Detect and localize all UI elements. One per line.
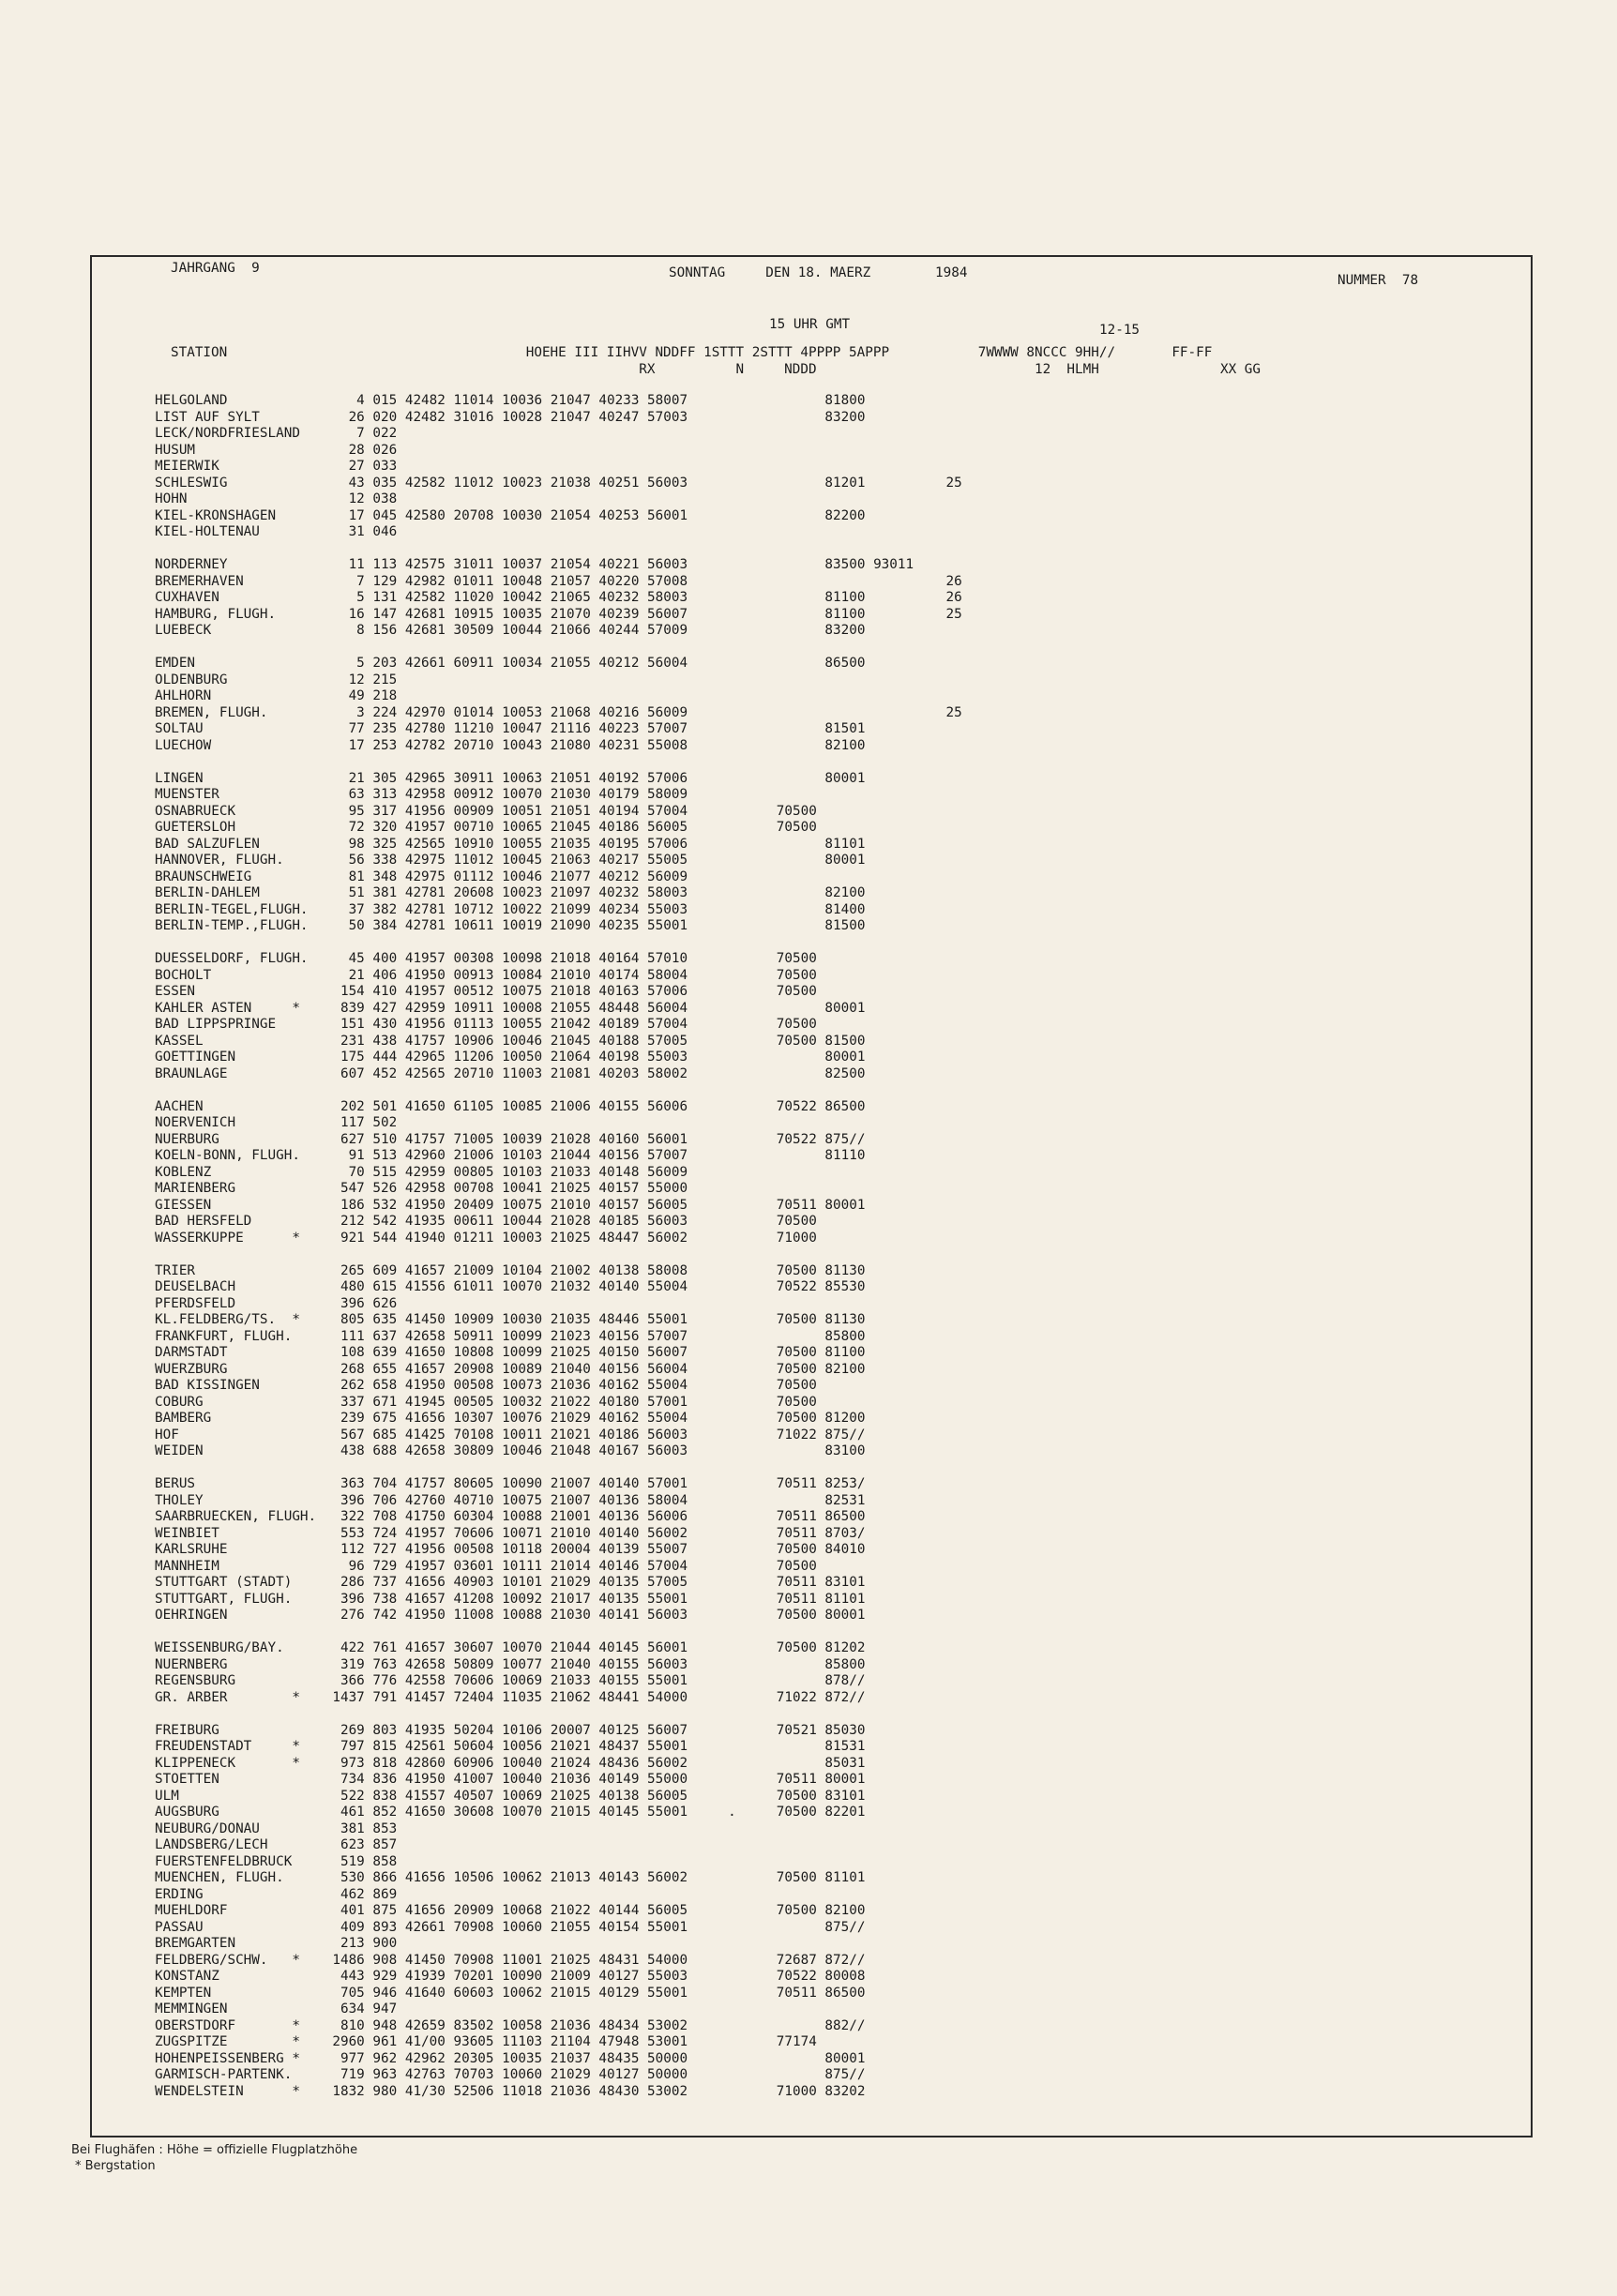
station-row: HOF 567 685 41425 70108 10011 21021 40186 56003 71022 875// <box>155 1427 866 1443</box>
station-row: BAD HERSFELD 212 542 41935 00611 10044 21028 40185 56003 70500 <box>155 1214 817 1229</box>
station-row: NORDERNEY 11 113 42575 31011 10037 21054 40221 56003 83500 93011 <box>155 557 914 572</box>
station-group <box>155 557 962 640</box>
jahrgang-label: JAHRGANG 9 <box>171 261 260 276</box>
station-row: OSNABRUECK 95 317 41956 00909 10051 21051 40194 57004 70500 <box>155 803 817 819</box>
station-row: OLDENBURG 12 215 <box>155 672 398 687</box>
station-row: KASSEL 231 438 41757 10906 10046 21045 40188 57005 70500 81500 <box>155 1033 866 1049</box>
station-group <box>155 393 962 541</box>
station-row: KEMPTEN 705 946 41640 60603 10062 21015 40129 55001 70511 86500 <box>155 1985 866 2001</box>
station-row: BERLIN-DAHLEM 51 381 42781 20608 10023 21097 40232 58003 82100 <box>155 885 866 900</box>
station-row: COBURG 337 671 41945 00505 10032 21022 40180 57001 70500 <box>155 1394 817 1410</box>
station-row: STUTTGART, FLUGH. 396 738 41657 41208 10092 21017 40135 55001 70511 81101 <box>155 1591 866 1607</box>
station-row: AHLHORN 49 218 <box>155 688 398 703</box>
station-row: GOETTINGEN 175 444 42965 11206 10050 21064 40198 55003 80001 <box>155 1050 866 1065</box>
station-row: PFERDSFELD 396 626 <box>155 1295 398 1311</box>
station-row: NOERVENICH 117 502 <box>155 1115 398 1130</box>
station-group <box>155 1723 962 2101</box>
station-row: NUERBURG 627 510 41757 71005 10039 21028 40160 56001 70522 875// <box>155 1131 866 1147</box>
station-row: OBERSTDORF * 810 948 42659 83502 10058 21036 48434 53002 882// <box>155 2017 866 2033</box>
station-row: FRANKFURT, FLUGH. 111 637 42658 50911 10099 21023 40156 57007 85800 <box>155 1328 866 1344</box>
station-row: WEINBIET 553 724 41957 70606 10071 21010 40140 56002 70511 8703/ <box>155 1525 866 1541</box>
station-row: LUECHOW 17 253 42782 20710 10043 21080 40231 55008 82100 <box>155 737 866 753</box>
station-row: MANNHEIM 96 729 41957 03601 10111 21014 40146 57004 70500 <box>155 1558 817 1574</box>
station-row: LANDSBERG/LECH 623 857 <box>155 1837 398 1852</box>
station-row: KL.FELDBERG/TS. * 805 635 41450 10909 10030 21035 48446 55001 70500 81130 <box>155 1312 866 1327</box>
station-row: MARIENBERG 547 526 42958 00708 10041 21025 40157 55000 <box>155 1181 688 1196</box>
footnote-flughaefen: Bei Flughäfen : Höhe = offizielle Flugplatzhöhe <box>71 2143 358 2157</box>
group-spacer <box>155 541 962 558</box>
station-group <box>155 1640 962 1706</box>
station-row: MUEHLDORF 401 875 41656 20909 10068 21022 40144 56005 70500 82100 <box>155 1903 866 1918</box>
station-row: KIEL-HOLTENAU 31 046 <box>155 524 398 539</box>
station-row: HUSUM 28 026 <box>155 442 398 458</box>
station-row: EMDEN 5 203 42661 60911 10034 21055 40212 56004 86500 <box>155 656 866 671</box>
column-headers-line2: RX N NDDD 12 HLMH XX GG <box>171 362 1262 377</box>
group-spacer <box>155 935 962 952</box>
station-group <box>155 656 962 754</box>
footnote-bergstation: * Bergstation <box>75 2159 156 2173</box>
station-row: DEUSELBACH 480 615 41556 61011 10070 21032 40140 55004 70522 85530 <box>155 1279 866 1294</box>
station-row: BERLIN-TEMP.,FLUGH. 50 384 42781 10611 10019 21090 40235 55001 81500 <box>155 918 866 933</box>
station-row: AUGSBURG 461 852 41650 30608 10070 21015 40145 55001 . 70500 82201 <box>155 1805 866 1820</box>
station-row: SOLTAU 77 235 42780 11210 10047 21116 40223 57007 81501 <box>155 721 866 736</box>
station-group <box>155 1263 962 1460</box>
station-row: ZUGSPITZE * 2960 961 41/00 93605 11103 21104 47948 53001 77174 <box>155 2034 817 2049</box>
station-row: ERDING 462 869 <box>155 1886 398 1902</box>
station-row: KAHLER ASTEN * 839 427 42959 10911 10008 21055 48448 56004 80001 <box>155 1000 866 1016</box>
station-row: FREUDENSTADT * 797 815 42561 50604 10056 21021 48437 55001 81531 <box>155 1739 866 1754</box>
station-row: STUTTGART (STADT) 286 737 41656 40903 10101 21029 40135 57005 70511 83101 <box>155 1575 866 1590</box>
station-row: LECK/NORDFRIESLAND 7 022 <box>155 426 398 441</box>
station-row: WASSERKUPPE * 921 544 41940 01211 10003 21025 48447 56002 71000 <box>155 1230 817 1246</box>
station-row: FUERSTENFELDBRUCK 519 858 <box>155 1853 398 1869</box>
column-headers-line1: STATION HOEHE III IIHVV NDDFF 1STTT 2STTT 4PPPP 5APPP 7WWWW 8NCCC 9HH// FF-FF <box>171 345 1213 360</box>
station-row: HOHN 12 038 <box>155 491 398 506</box>
nummer-label: NUMMER 78 <box>1337 273 1419 288</box>
station-row: THOLEY 396 706 42760 40710 10075 21007 40136 58004 82531 <box>155 1492 866 1508</box>
station-row: HELGOLAND 4 015 42482 11014 10036 21047 40233 58007 81800 <box>155 393 866 408</box>
time-label: 15 UHR GMT <box>769 317 851 332</box>
station-row: BAD LIPPSPRINGE 151 430 41956 01113 10055 21042 40189 57004 70500 <box>155 1017 817 1032</box>
station-row: BREMEN, FLUGH. 3 224 42970 01014 10053 21068 40216 56009 25 <box>155 704 962 720</box>
station-row: BERUS 363 704 41757 80605 10090 21007 40140 57001 70511 8253/ <box>155 1476 866 1491</box>
station-row: BAD SALZUFLEN 98 325 42565 10910 10055 21035 40195 57006 81101 <box>155 836 866 852</box>
station-row: TRIER 265 609 41657 21009 10104 21002 40138 58008 70500 81130 <box>155 1262 866 1278</box>
station-row: DARMSTADT 108 639 41650 10808 10099 21025 40150 56007 70500 81100 <box>155 1345 866 1360</box>
station-row: ESSEN 154 410 41957 00512 10075 21018 40163 57006 70500 <box>155 984 817 999</box>
station-row: WUERZBURG 268 655 41657 20908 10089 21040 40156 56004 70500 82100 <box>155 1361 866 1377</box>
station-group <box>155 951 962 1082</box>
station-row: DUESSELDORF, FLUGH. 45 400 41957 00308 10098 21018 40164 57010 70500 <box>155 951 817 966</box>
station-row: BRAUNSCHWEIG 81 348 42975 01112 10046 21077 40212 56009 <box>155 869 688 884</box>
station-row: KOELN-BONN, FLUGH. 91 513 42960 21006 10103 21044 40156 57007 81110 <box>155 1148 866 1163</box>
station-row: FELDBERG/SCHW. * 1486 908 41450 70908 11001 21025 48431 54000 72687 872// <box>155 1952 866 1968</box>
station-row: HOHENPEISSENBERG * 977 962 42962 20305 10035 21037 48435 50000 80001 <box>155 2050 866 2066</box>
station-row: KOBLENZ 70 515 42959 00805 10103 21033 40148 56009 <box>155 1164 688 1180</box>
station-row: KONSTANZ 443 929 41939 70201 10090 21009 40127 55003 70522 80008 <box>155 1969 866 1984</box>
station-row: BREMGARTEN 213 900 <box>155 1936 398 1951</box>
group-spacer <box>155 754 962 771</box>
station-row: PASSAU 409 893 42661 70908 10060 21055 40154 55001 875// <box>155 1919 866 1935</box>
hour-range-label: 12-15 <box>1099 323 1141 338</box>
station-row: OEHRINGEN 276 742 41950 11008 10088 21030 40141 56003 70500 80001 <box>155 1608 866 1623</box>
station-row: WEISSENBURG/BAY. 422 761 41657 30607 10070 21044 40145 56001 70500 81202 <box>155 1640 866 1655</box>
station-row: GUETERSLOH 72 320 41957 00710 10065 21045 40186 56005 70500 <box>155 820 817 835</box>
station-row: GIESSEN 186 532 41950 20409 10075 21010 40157 56005 70511 80001 <box>155 1197 866 1213</box>
station-row: ULM 522 838 41557 40507 10069 21025 40138 56005 70500 83101 <box>155 1788 866 1804</box>
station-row: BRAUNLAGE 607 452 42565 20710 11003 21081 40203 58002 82500 <box>155 1065 866 1081</box>
station-row: SAARBRUECKEN, FLUGH. 322 708 41750 60304 10088 21001 40136 56006 70511 86500 <box>155 1509 866 1524</box>
station-row: NUERNBERG 319 763 42658 50809 10077 21040 40155 56003 85800 <box>155 1656 866 1672</box>
station-row: MEMMINGEN 634 947 <box>155 2001 398 2017</box>
station-row: LINGEN 21 305 42965 30911 10063 21051 40192 57006 80001 <box>155 770 866 786</box>
station-group <box>155 771 962 935</box>
station-row: LUEBECK 8 156 42681 30509 10044 21066 40244 57009 83200 <box>155 623 866 638</box>
group-spacer <box>155 640 962 657</box>
station-row: REGENSBURG 366 776 42558 70606 10069 21033 40155 55001 878// <box>155 1673 866 1688</box>
station-row: STOETTEN 734 836 41950 41007 10040 21036 40149 55000 70511 80001 <box>155 1772 866 1787</box>
station-row: NEUBURG/DONAU 381 853 <box>155 1820 398 1836</box>
station-row: BREMERHAVEN 7 129 42982 01011 10048 21057 40220 57008 26 <box>155 573 962 589</box>
station-row: KARLSRUHE 112 727 41956 00508 10118 20004 40139 55007 70500 84010 <box>155 1542 866 1557</box>
station-table <box>155 393 962 2100</box>
station-row: KLIPPENECK * 973 818 42860 60906 10040 21024 48436 56002 85031 <box>155 1755 866 1771</box>
group-spacer <box>155 1246 962 1263</box>
station-group <box>155 1099 962 1247</box>
group-spacer <box>155 1082 962 1099</box>
station-row: CUXHAVEN 5 131 42582 11020 10042 21065 40232 58003 81100 26 <box>155 590 962 605</box>
station-row: BAD KISSINGEN 262 658 41950 00508 10073 21036 40162 55004 70500 <box>155 1378 817 1393</box>
station-group <box>155 1476 962 1624</box>
station-row: FREIBURG 269 803 41935 50204 10106 20007 40125 56007 70521 85030 <box>155 1722 866 1738</box>
station-row: HAMBURG, FLUGH. 16 147 42681 10915 10035 21070 40239 56007 81100 25 <box>155 606 962 622</box>
station-row: WEIDEN 438 688 42658 30809 10046 21048 40167 56003 83100 <box>155 1443 866 1458</box>
station-row: HANNOVER, FLUGH. 56 338 42975 11012 10045 21063 40217 55005 80001 <box>155 853 866 868</box>
station-row: BERLIN-TEGEL,FLUGH. 37 382 42781 10712 10022 21099 40234 55003 81400 <box>155 901 866 917</box>
group-spacer <box>155 1460 962 1477</box>
station-row: MUENSTER 63 313 42958 00912 10070 21030 40179 58009 <box>155 787 688 802</box>
date-line: SONNTAG DEN 18. MAERZ 1984 <box>669 265 968 280</box>
station-row: GARMISCH-PARTENK. 719 963 42763 70703 10060 21029 40127 50000 875// <box>155 2067 866 2082</box>
station-row: LIST AUF SYLT 26 020 42482 31016 10028 21047 40247 57003 83200 <box>155 409 866 425</box>
station-row: SCHLESWIG 43 035 42582 11012 10023 21038 40251 56003 81201 25 <box>155 475 962 491</box>
station-row: GR. ARBER * 1437 791 41457 72404 11035 21062 48441 54000 71022 872// <box>155 1689 866 1705</box>
station-row: BAMBERG 239 675 41656 10307 10076 21029 40162 55004 70500 81200 <box>155 1411 866 1426</box>
group-spacer <box>155 1706 962 1723</box>
station-row: BOCHOLT 21 406 41950 00913 10084 21010 40174 58004 70500 <box>155 967 817 983</box>
station-row: KIEL-KRONSHAGEN 17 045 42580 20708 10030 21054 40253 56001 82200 <box>155 507 866 523</box>
station-row: MUENCHEN, FLUGH. 530 866 41656 10506 10062 21013 40143 56002 70500 81101 <box>155 1870 866 1885</box>
group-spacer <box>155 1624 962 1641</box>
station-row: AACHEN 202 501 41650 61105 10085 21006 40155 56006 70522 86500 <box>155 1098 866 1114</box>
station-row: MEIERWIK 27 033 <box>155 459 398 474</box>
station-row: WENDELSTEIN * 1832 980 41/30 52506 11018 21036 48430 53002 71000 83202 <box>155 2083 866 2099</box>
